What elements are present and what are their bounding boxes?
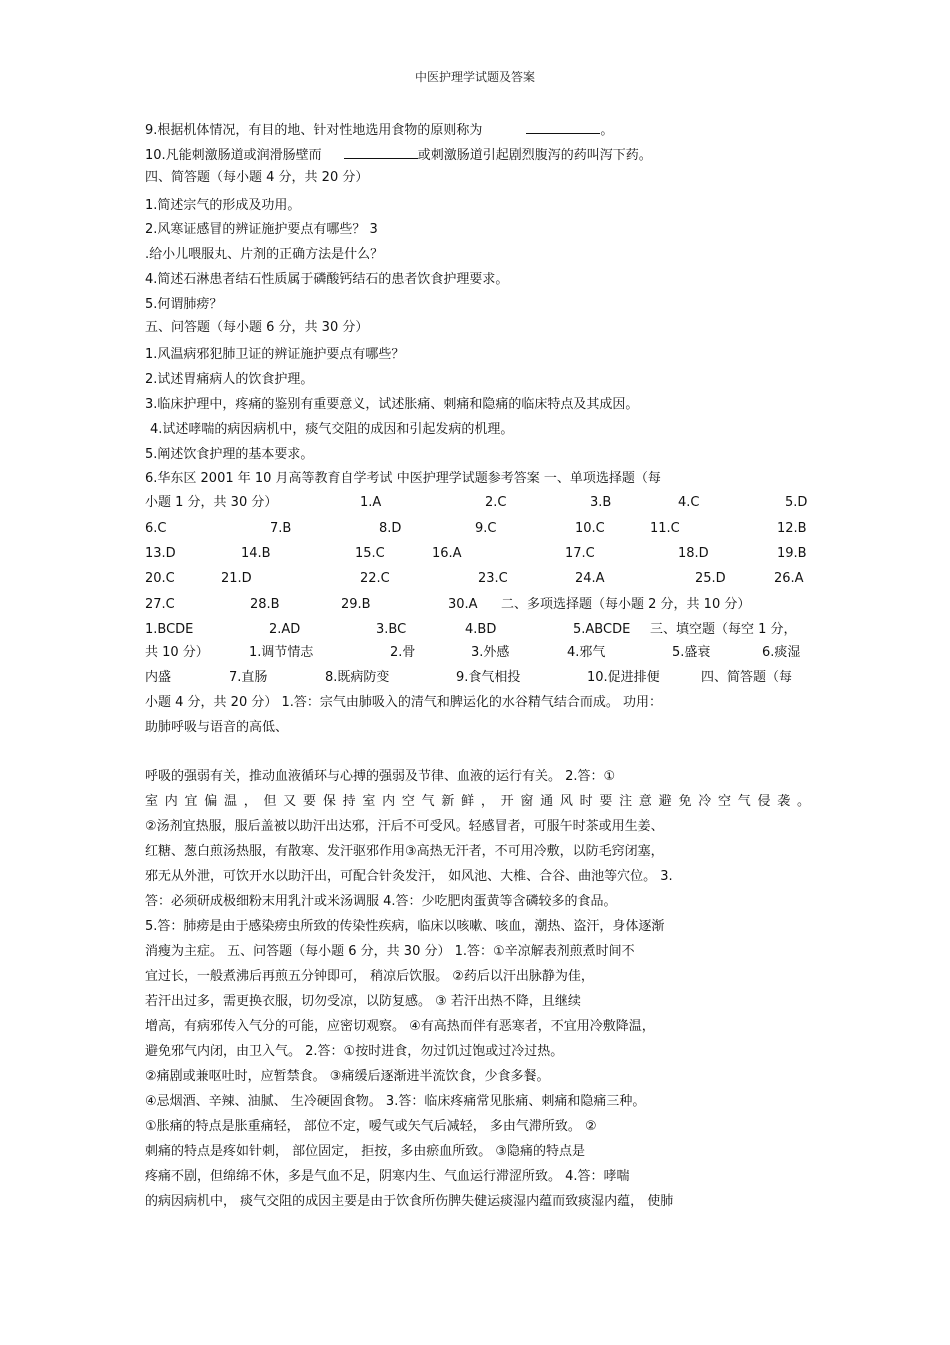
- question-10-text: 10.凡能刺激肠道或润滑肠壁而: [145, 148, 322, 163]
- answer-paragraph: 刺痛的特点是疼如针刺， 部位固定， 拒按，多由瘀血所致。 ③隐痛的特点是: [145, 1144, 586, 1159]
- answer-cell: 4.C: [678, 495, 700, 510]
- section-heading: 三、填空题（每空 1 分，: [650, 622, 797, 637]
- answer-cell: 25.D: [695, 571, 726, 586]
- answer-paragraph: 呼吸的强弱有关，推动血液循环与心搏的强弱及节律、血液的运行有关。 2.答：①: [145, 769, 616, 784]
- question-9: [145, 121, 810, 140]
- answer-paragraph: 若汗出过多，需更换衣服，切勿受凉，以防复感。 ③ 若汗出热不降，且继续: [145, 994, 581, 1009]
- answer-cell: 24.A: [575, 571, 605, 586]
- answer-row: [145, 570, 810, 588]
- answer-cell: 6.C: [145, 521, 167, 536]
- answer-row: [145, 596, 810, 614]
- question-line: 1.风温病邪犯肺卫证的辨证施护要点有哪些？: [145, 347, 405, 362]
- question-line: 3.临床护理中，疼痛的鉴别有重要意义，试述胀痛、刺痛和隐痛的临床特点及其成因。: [145, 397, 639, 412]
- question-line: 5.阐述饮食护理的基本要求。: [145, 447, 314, 462]
- answer-cell: 11.C: [650, 521, 680, 536]
- answer-paragraph: 宜过长，一般煮沸后再煎五分钟即可， 稍凉后饮服。 ②药后以汗出脉静为佳，: [145, 969, 594, 984]
- answer-cell: 29.B: [341, 597, 371, 612]
- answer-row: [145, 621, 810, 639]
- answer-cell: 26.A: [774, 571, 804, 586]
- answer-cell: 12.B: [777, 521, 807, 536]
- answer-cell: 4.邪气: [567, 645, 606, 660]
- answer-cell: 2.C: [485, 495, 507, 510]
- answer-cell: 3.B: [590, 495, 612, 510]
- answer-row: [145, 669, 810, 687]
- answer-row: [145, 494, 810, 512]
- answer-paragraph: ①胀痛的特点是胀重痛轻， 部位不定，嗳气或矢气后减轻， 多由气滞所致。 ②: [145, 1119, 597, 1134]
- answer-cell: 20.C: [145, 571, 175, 586]
- answer-paragraph: 消瘦为主症。 五、问答题（每小题 6 分，共 30 分） 1.答：①辛凉解表剂煎煮时间不: [145, 944, 635, 959]
- answer-paragraph: ②痛剧或兼呕吐时，应暂禁食。 ③痛缓后逐渐进半流饮食，少食多餐。: [145, 1069, 550, 1084]
- answer-cell: 10.促进排便: [587, 670, 660, 685]
- section-heading: 五、问答题（每小题 6 分，共 30 分）: [145, 320, 369, 335]
- answer-cell: 9.食气相投: [456, 670, 521, 685]
- answer-cell: 16.A: [432, 546, 462, 561]
- answer-cell: 10.C: [575, 521, 605, 536]
- answer-paragraph: 助肺呼吸与语音的高低、: [145, 720, 289, 735]
- answer-cell: 2.AD: [269, 622, 301, 637]
- answer-row: [145, 545, 810, 563]
- answer-cell: 1.BCDE: [145, 622, 194, 637]
- answer-cell: 22.C: [360, 571, 390, 586]
- answer-cell: 共 10 分）: [145, 645, 209, 660]
- answer-cell: 19.B: [777, 546, 807, 561]
- answer-paragraph: 室内宜偏温，但又要保持室内空气新鲜，开窗通风时要注意避免冷空气侵袭。: [145, 794, 810, 809]
- answer-cell: 2.骨: [390, 645, 416, 660]
- answer-paragraph: 红糖、葱白煎汤热服，有散寒、发汗驱邪作用③高热无汗者，不可用冷敷，以防毛窍闭塞，: [145, 844, 664, 859]
- section-heading: 二、多项选择题（每小题 2 分，共 10 分）: [501, 597, 751, 612]
- answer-cell: 1.A: [360, 495, 382, 510]
- answer-row: [145, 520, 810, 538]
- answer-paragraph: 疼痛不剧，但绵绵不休，多是气血不足，阴寒内生、气血运行滞涩所致。 4.答：哮喘: [145, 1169, 630, 1184]
- answer-cell: 9.C: [475, 521, 497, 536]
- answer-paragraph: 答：必须研成极细粉末用乳汁或米汤调服 4.答：少吃肥肉蛋黄等含磷较多的食品。: [145, 894, 617, 909]
- question-line: 4.试述哮喘的病因病机中，痰气交阻的成因和引起发病的机理。: [150, 422, 514, 437]
- answer-cell: 5.ABCDE: [573, 622, 631, 637]
- answer-cell: 5.D: [785, 495, 808, 510]
- answer-blank: [526, 121, 600, 134]
- answer-cell: 21.D: [221, 571, 252, 586]
- answer-cell: 5.盛衰: [672, 645, 711, 660]
- answer-cell: 30.A: [448, 597, 478, 612]
- answer-paragraph: 的病因病机中， 痰气交阻的成因主要是由于饮食所伤脾失健运痰湿内蕴而致痰湿内蕴， 使肺: [145, 1194, 674, 1209]
- answer-cell: 17.C: [565, 546, 595, 561]
- answer-cell: 4.BD: [465, 622, 497, 637]
- answer-cell: 23.C: [478, 571, 508, 586]
- question-line: 2.风寒证感冒的辨证施护要点有哪些？ 3: [145, 222, 378, 237]
- answer-cell: 28.B: [250, 597, 280, 612]
- answer-cell: 15.C: [355, 546, 385, 561]
- answer-paragraph: ②汤剂宜热服，服后盖被以助汗出达邪，汗后不可受风。轻感冒者，可服午时茶或用生姜、: [145, 819, 664, 834]
- answer-paragraph: 小题 4 分，共 20 分） 1.答：宗气由肺吸入的清气和脾运化的水谷精气结合而成。 功用：: [145, 695, 663, 710]
- question-line: .给小儿喂服丸、片剂的正确方法是什么？: [145, 247, 384, 262]
- question-9-text: 9.根据机体情况，有目的地、针对性地选用食物的原则称为: [145, 123, 483, 138]
- question-line: 5.何谓肺痨？: [145, 297, 223, 312]
- answer-cell: 7.B: [270, 521, 292, 536]
- answer-paragraph: 增高，有病邪传入气分的可能，应密切观察。 ④有高热而伴有恶寒者，不宜用冷敷降温，: [145, 1019, 655, 1034]
- answer-cell: 8.D: [379, 521, 402, 536]
- answer-cell: 13.D: [145, 546, 176, 561]
- question-line: 1.简述宗气的形成及功用。: [145, 198, 301, 213]
- answer-cell: 18.D: [678, 546, 709, 561]
- answer-cell: 3.外感: [471, 645, 510, 660]
- answer-cell: 8.既病防变: [325, 670, 390, 685]
- question-10-end: 或刺激肠道引起剧烈腹泻的药叫泻下药。: [417, 148, 652, 163]
- answer-cell: 小题 1 分，共 30 分）: [145, 495, 278, 510]
- answer-cell: 3.BC: [376, 622, 407, 637]
- answer-cell: 14.B: [241, 546, 271, 561]
- question-10: [145, 146, 810, 165]
- answer-cell: 7.直肠: [229, 670, 268, 685]
- section-heading: 四、简答题（每: [701, 670, 793, 685]
- answer-paragraph: ④忌烟酒、辛辣、油腻、 生冷硬固食物。 3.答：临床疼痛常见胀痛、刺痛和隐痛三种。: [145, 1094, 646, 1109]
- section-heading: 四、简答题（每小题 4 分，共 20 分）: [145, 170, 369, 185]
- answer-key-title: 6.华东区 2001 年 10 月高等教育自学考试 中医护理学试题参考答案 一、单项选择题（每: [145, 471, 661, 486]
- answer-row: [145, 644, 810, 662]
- question-line: 2.试述胃痛病人的饮食护理。: [145, 372, 314, 387]
- answer-blank: [344, 146, 418, 159]
- question-line: 4.简述石淋患者结石性质属于磷酸钙结石的患者饮食护理要求。: [145, 272, 509, 287]
- answer-cell: 1.调节情志: [249, 645, 314, 660]
- answer-paragraph: 邪无从外泄，可饮开水以助汗出，可配合针灸发汗， 如风池、大椎、合谷、曲池等穴位。 3.: [145, 869, 673, 884]
- answer-cell: 6.痰湿: [762, 645, 801, 660]
- page-header: 中医护理学试题及答案: [414, 70, 535, 84]
- question-9-end: 。: [600, 123, 614, 138]
- answer-paragraph: 避免邪气内闭，由卫入气。 2.答：①按时进食，勿过饥过饱或过冷过热。: [145, 1044, 564, 1059]
- answer-cell: 27.C: [145, 597, 175, 612]
- answer-cell: 内盛: [145, 670, 172, 685]
- answer-paragraph: 5.答：肺痨是由于感染痨虫所致的传染性疾病，临床以咳嗽、咳血，潮热、盗汗，身体逐渐: [145, 919, 665, 934]
